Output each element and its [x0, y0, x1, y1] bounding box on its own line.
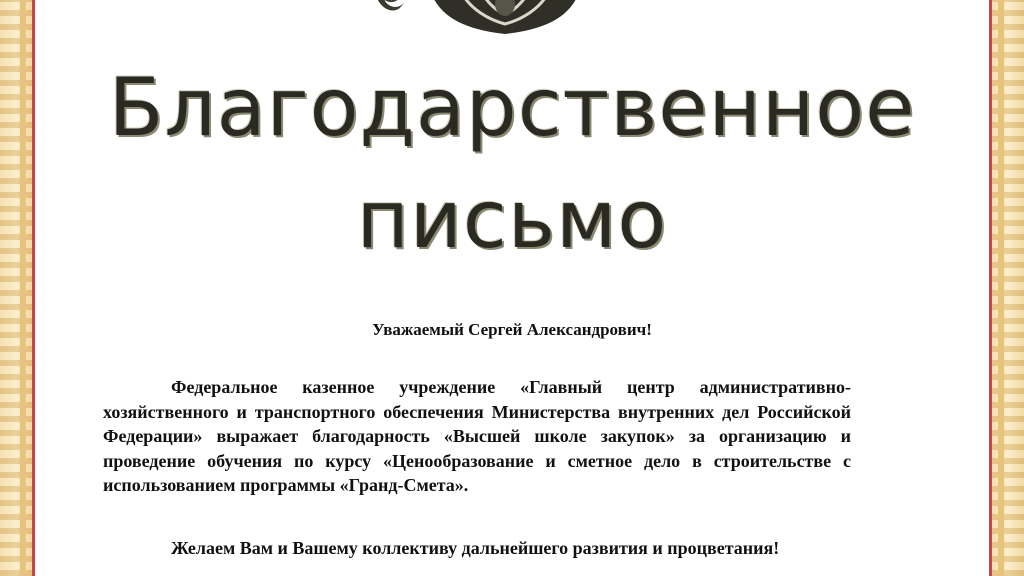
paragraph-1: Федеральное казенное учреждение «Главный центр административно-хозяйственного и транспортного обеспечения Министерства внутренних дел Российской Федерации» выражает благодарность «Высшей школе закупок» за организацию и проведение обучения по курсу «Ценообразование и сметное дело в строительстве с использованием программы «Гранд-Смета». — [103, 377, 851, 495]
ornament-icon — [372, 0, 408, 22]
title-line-2: письмо — [356, 173, 668, 266]
salutation: Уважаемый Сергей Александрович! — [372, 320, 652, 339]
emblem-icon — [420, 0, 590, 36]
paragraph-2: Желаем Вам и Вашему коллективу дальнейшего развития и процветания! — [171, 538, 780, 558]
title-line-1: Благодарственное — [108, 61, 916, 154]
